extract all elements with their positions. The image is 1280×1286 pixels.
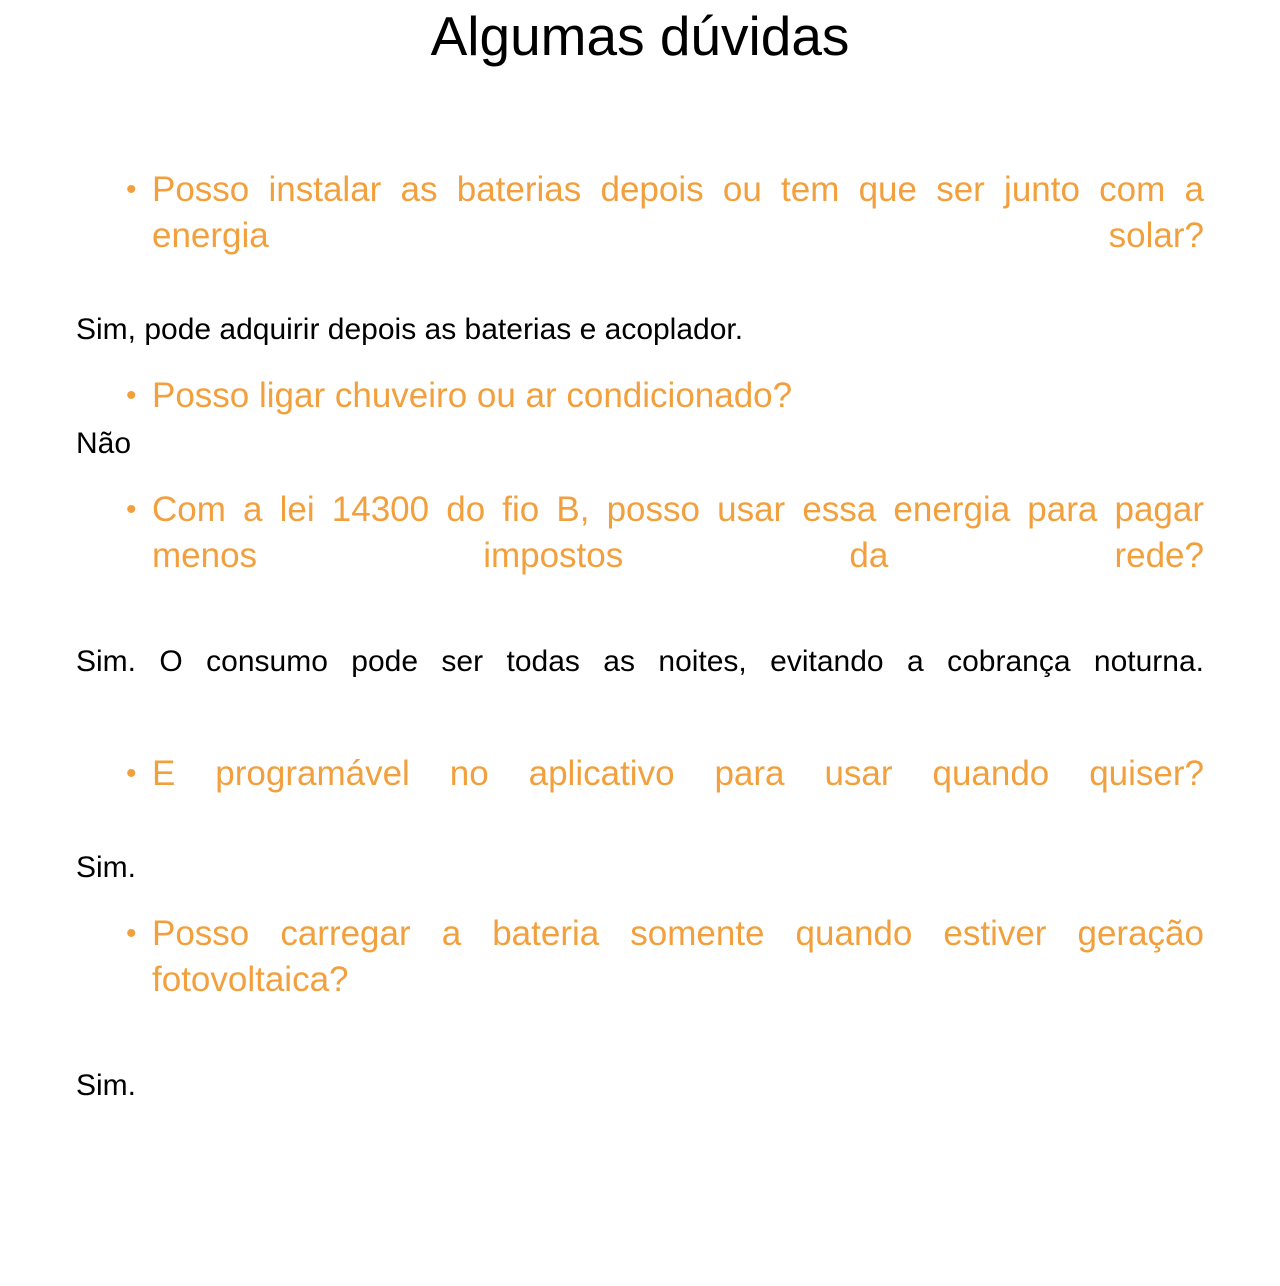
faq-item: [76, 373, 1204, 467]
slide: [0, 6, 1280, 1286]
faq-answer: Não: [76, 426, 132, 460]
faq-item: [76, 911, 1204, 1109]
faq-item: [76, 167, 1204, 353]
faq-answer: Sim.: [76, 850, 136, 884]
faq-question: Posso ligar chuveiro ou ar condicionado?: [152, 375, 793, 415]
faq-question: Posso instalar as baterias depois ou tem que ser junto com a energia solar?: [152, 169, 1204, 255]
faq-item: [76, 751, 1204, 891]
faq-answer: Sim. O consumo pode ser todas as noites, evitando a cobrança noturna.: [76, 644, 1204, 678]
faq-question-row: [76, 373, 1204, 419]
faq-list: [0, 167, 1280, 1109]
faq-answer: Sim.: [76, 1068, 136, 1102]
page-title: Algumas dúvidas: [430, 5, 850, 67]
faq-item: [76, 487, 1204, 731]
faq-question: E programável no aplicativo para usar quando quiser?: [152, 753, 1204, 793]
faq-question-row: [76, 167, 1204, 305]
bullet-icon: •: [126, 916, 137, 950]
faq-question: Posso carregar a bateria somente quando estiver geração fotovoltaica?: [152, 913, 1204, 999]
bullet-icon: •: [126, 172, 137, 206]
bullet-icon: •: [126, 756, 137, 790]
bullet-icon: •: [126, 492, 137, 526]
bullet-icon: •: [126, 378, 137, 412]
faq-question: Com a lei 14300 do fio B, posso usar essa energia para pagar menos impostos da rede?: [152, 489, 1204, 575]
faq-question-row: [76, 487, 1204, 625]
faq-question-row: [76, 751, 1204, 843]
faq-answer: Sim, pode adquirir depois as baterias e acoplador.: [76, 312, 744, 346]
faq-question-row: [76, 911, 1204, 1049]
